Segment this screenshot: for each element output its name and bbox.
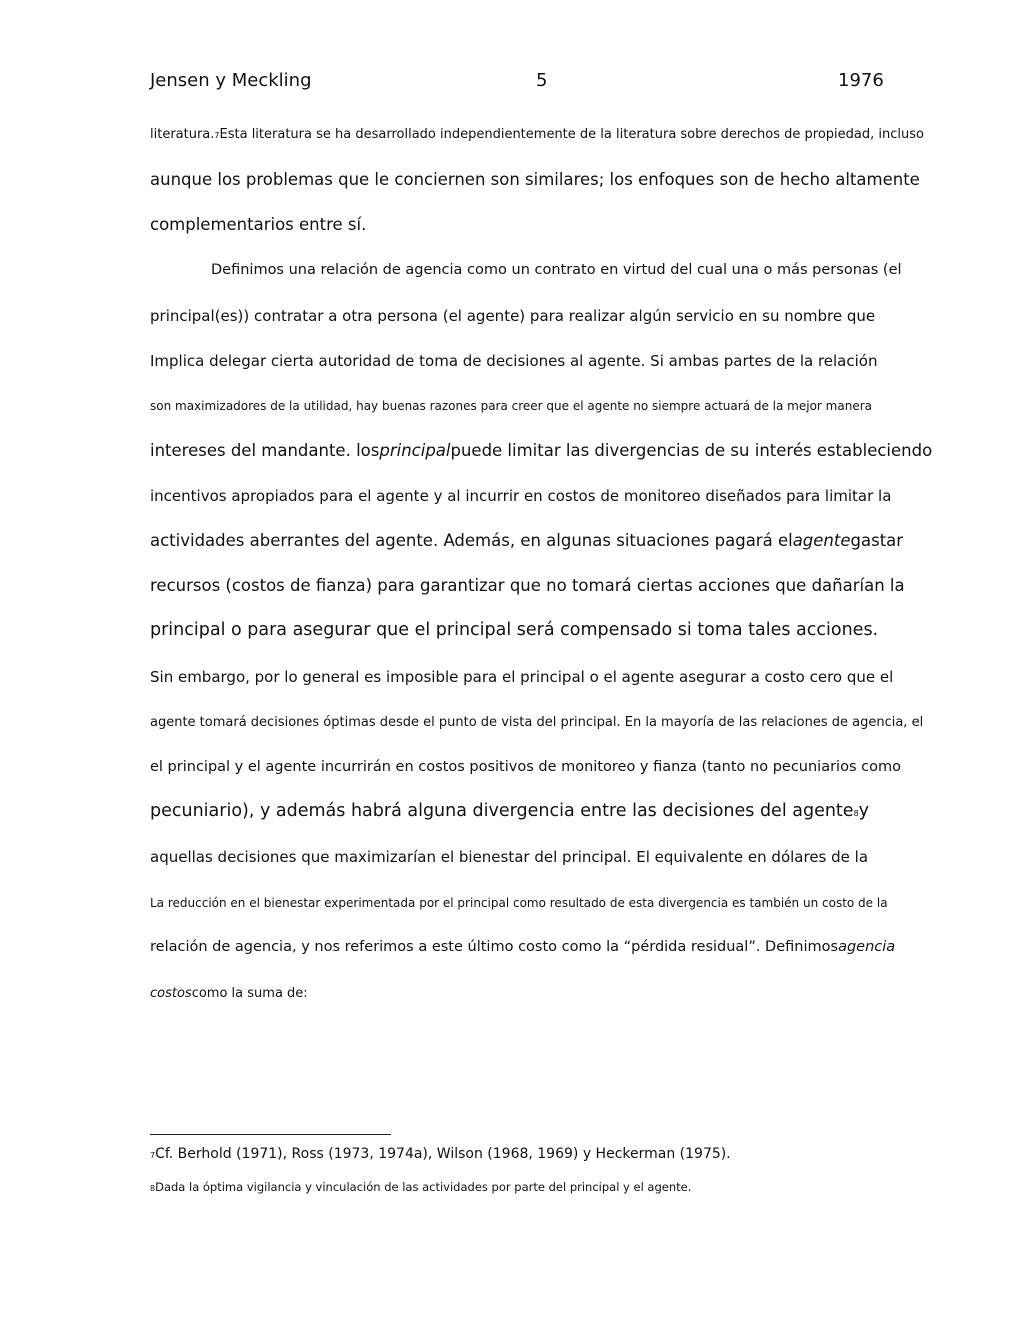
footnote-text: Cf. Berhold (1971), Ross (1973, 1974a), Wilson (1968, 1969) y Heckerman (1975). — [155, 1146, 731, 1162]
text-line: principal o para asegurar que el principal será compensado si toma tales acciones. — [150, 620, 879, 640]
text-line — [150, 939, 895, 955]
header-page-number: 5 — [536, 70, 548, 91]
text-line: Implica delegar cierta autoridad de toma de decisiones al agente. Si ambas partes de la relación — [150, 352, 878, 370]
text-line — [150, 441, 932, 460]
italic-term: agencia — [838, 939, 896, 955]
text-line — [150, 986, 308, 1001]
italic-term: costos — [150, 986, 192, 1001]
footnote-mark: 7 — [150, 1151, 156, 1160]
text-line: aunque los problemas que le conciernen son similares; los enfoques son de hecho altamente — [150, 170, 920, 189]
text-line — [150, 531, 903, 550]
text-line: incentivos apropiados para el agente y al incurrir en costos de monitoreo diseñados para limitar la — [150, 487, 892, 505]
footnote-ref-7: 7 — [214, 131, 220, 140]
text-line: La reducción en el bienestar experimentada por el principal como resultado de esta divergencia es también un costo de la — [150, 896, 888, 910]
text-run: Esta literatura se ha desarrollado independientemente de la literatura sobre derechos de propiedad, incluso — [219, 127, 924, 142]
text-run: literatura. — [150, 127, 215, 142]
text-line: Sin embargo, por lo general es imposible para el principal o el agente asegurar a costo cero que el — [150, 668, 894, 686]
text-line — [150, 127, 924, 142]
footnote-mark: 8 — [150, 1184, 156, 1193]
footnote-text: Dada la óptima vigilancia y vinculación de las actividades por parte del principal y el agente. — [155, 1180, 692, 1194]
footnote-divider — [150, 1134, 391, 1135]
header-authors: Jensen y Meckling — [150, 70, 312, 91]
text-run: y — [858, 801, 870, 821]
text-run: gastar — [850, 531, 904, 550]
header-year: 1976 — [838, 70, 884, 91]
text-line: recursos (costos de fianza) para garantizar que no tomará ciertas acciones que dañarían la — [150, 576, 905, 595]
footnote-ref-8: 8 — [853, 809, 859, 818]
text-run: actividades aberrantes del agente. Además, en algunas situaciones pagará el — [150, 531, 793, 550]
text-run: relación de agencia, y nos referimos a este último costo como la “pérdida residual”. Definimos — [150, 939, 839, 955]
text-run: como la suma de: — [191, 986, 308, 1001]
text-line: son maximizadores de la utilidad, hay buenas razones para creer que el agente no siempre actuará de la mejor manera — [150, 399, 872, 413]
italic-term: principal — [379, 441, 451, 460]
text-line: principal(es)) contratar a otra persona (el agente) para realizar algún servicio en su nombre que — [150, 307, 876, 325]
italic-term: agente — [792, 531, 851, 550]
text-line: complementarios entre sí. — [150, 215, 367, 234]
text-line — [150, 801, 869, 821]
text-line: el principal y el agente incurrirán en costos positivos de monitoreo y fianza (tanto no pecuniarios como — [150, 759, 901, 775]
text-run: pecuniario), y además habrá alguna divergencia entre las decisiones del agente — [150, 801, 854, 821]
text-run: intereses del mandante. los — [150, 441, 380, 460]
footnote-8 — [150, 1180, 691, 1194]
paragraph-first-line: Definimos una relación de agencia como un contrato en virtud del cual una o más personas (el — [211, 262, 902, 278]
text-run: puede limitar las divergencias de su interés estableciendo — [450, 441, 933, 460]
text-line: agente tomará decisiones óptimas desde el punto de vista del principal. En la mayoría de las relaciones de agencia, el — [150, 715, 924, 730]
text-line: aquellas decisiones que maximizarían el bienestar del principal. El equivalente en dólares de la — [150, 848, 869, 866]
footnote-7 — [150, 1146, 731, 1162]
